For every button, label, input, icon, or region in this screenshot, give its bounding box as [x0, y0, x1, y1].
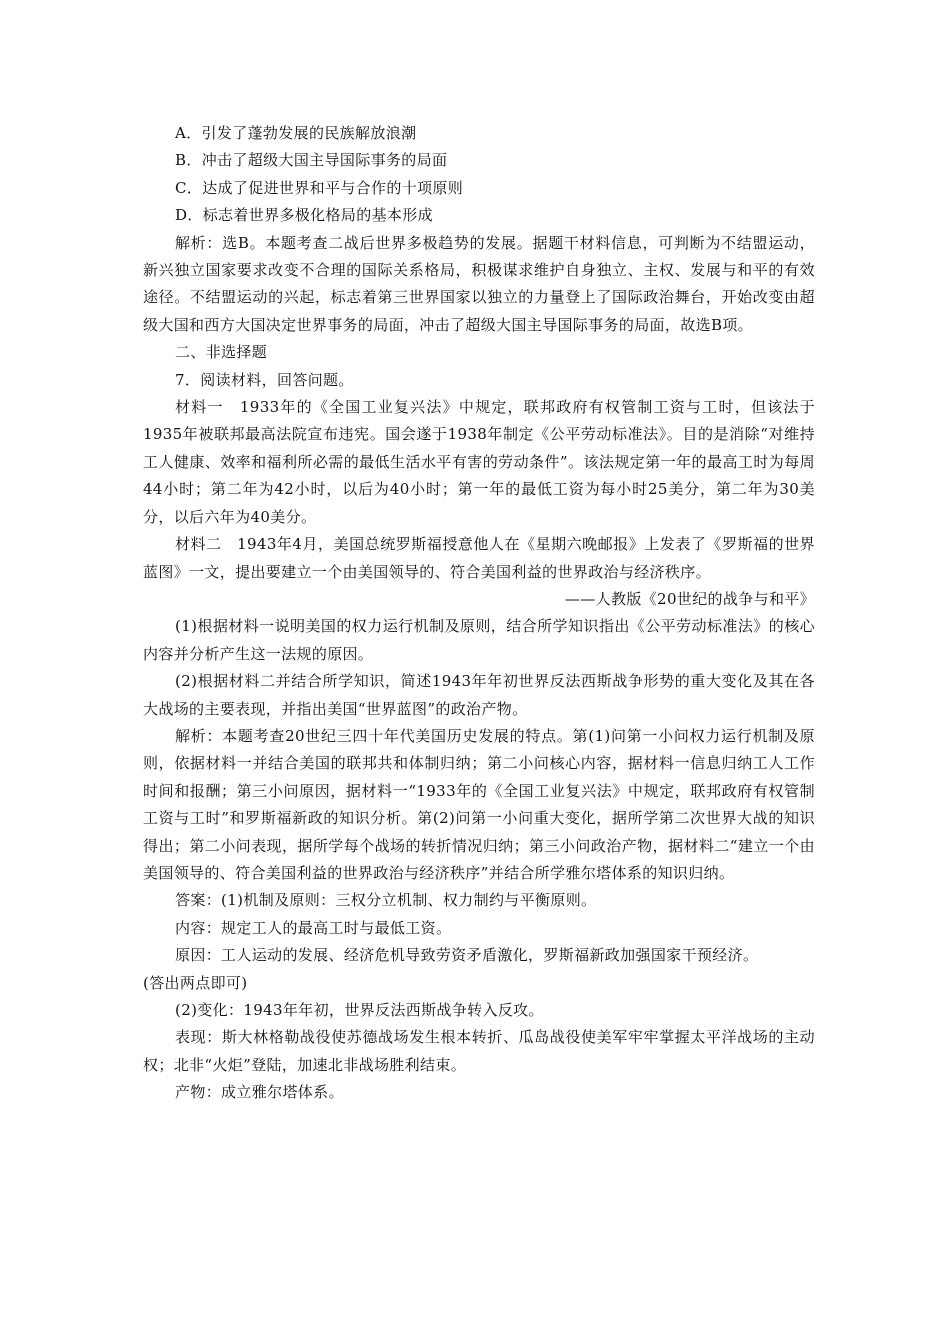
sub-question-1: (1)根据材料一说明美国的权力运行机制及原则，结合所学知识指出《公平劳动标准法》的核心内容并分析产生这一法规的原因。 — [143, 617, 815, 663]
section-heading: 二、非选择题 — [175, 343, 268, 362]
material-2: 材料二 1943年4月，美国总统罗斯福授意他人在《星期六晚邮报》上发表了《罗斯福的世界蓝图》一文，提出要建立一个由美国领导的、符合美国利益的世界政治与经济秩序。 — [143, 535, 815, 581]
answer-2-change: (2)变化：1943年年初，世界反法西斯战争转入反攻。 — [175, 1001, 544, 1019]
material-source: ——人教版《20世纪的战争与和平》 — [564, 589, 815, 608]
option-c: C．达成了促进世界和平与合作的十项原则 — [175, 178, 464, 197]
material-1: 材料一 1933年的《全国工业复兴法》中规定，联邦政府有权管制工资与工时，但该法于1935年被联邦最高法院宣布违宪。国会遂于1938年制定《公平劳动标准法》。目的是消除“对维持工人健康、效率和福利所必需的最低生活水平有害的劳动条件”。该法规定第一年的最高工时为每周44小时；第二年为42小时，以后为40小时；第一年的最低工资为每小时25美分，第二年为30美分，以后六年为40美分。 — [143, 398, 815, 526]
option-d: D．标志着世界多极化格局的基本形成 — [175, 206, 433, 225]
answer-1-content: 内容：规定工人的最高工时与最低工资。 — [175, 918, 452, 937]
q7-stem: 7．阅读材料，回答问题。 — [175, 370, 354, 389]
q7-analysis: 解析：本题考查20世纪三四十年代美国历史发展的特点。第(1)问第一小问权力运行机制及原则，依据材料一并结合美国的联邦共和体制归纳；第二小问核心内容，据材料一信息归纳工人工作时间和报酬；第三小问原因，据材料一“1933年的《全国工业复兴法》中规定，联邦政府有权管制工资与工时”和罗斯福新政的知识分析。第(2)问第一小问重大变化，据所学第二次世界大战的知识得出；第二小问表现，据所学每个战场的转折情况归纳；第三小问政治产物，据材料二“建立一个由美国领导的、符合美国利益的世界政治与经济秩序”并结合所学雅尔塔体系的知识归纳。 — [143, 726, 815, 882]
sub-question-2: (2)根据材料二并结合所学知识，简述1943年年初世界反法西斯战争形势的重大变化及其在各大战场的主要表现，并指出美国“世界蓝图”的政治产物。 — [143, 672, 815, 718]
answer-1-mechanism: 答案：(1)机制及原则：三权分立机制、权力制约与平衡原则。 — [175, 891, 597, 910]
option-a: A．引发了蓬勃发展的民族解放浪潮 — [175, 124, 417, 142]
answer-1-reason: 原因：工人运动的发展、经济危机导致劳资矛盾激化，罗斯福新政加强国家干预经济。 — [175, 946, 759, 965]
answer-2-performance: 表现：斯大林格勒战役使苏德战场发生根本转折、瓜岛战役使美军牢牢掌握太平洋战场的主动权；北非“火炬”登陆，加速北非战场胜利结束。 — [143, 1028, 815, 1074]
answer-2-product: 产物：成立雅尔塔体系。 — [175, 1083, 344, 1102]
q6-analysis: 解析：选B。本题考查二战后世界多极趋势的发展。据题干材料信息，可判断为不结盟运动，新兴独立国家要求改变不合理的国际关系格局，积极谋求维护自身独立、主权、发展与和平的有效途径。不结盟运动的兴起，标志着第三世界国家以独立的力量登上了国际政治舞台，开始改变由超级大国和西方大国决定世界事务的局面，冲击了超级大国主导国际事务的局面，故选B项。 — [143, 233, 815, 334]
answer-1-note: (答出两点即可) — [143, 973, 248, 992]
option-b: B．冲击了超级大国主导国际事务的局面 — [175, 151, 448, 170]
document-page — [143, 120, 815, 1107]
